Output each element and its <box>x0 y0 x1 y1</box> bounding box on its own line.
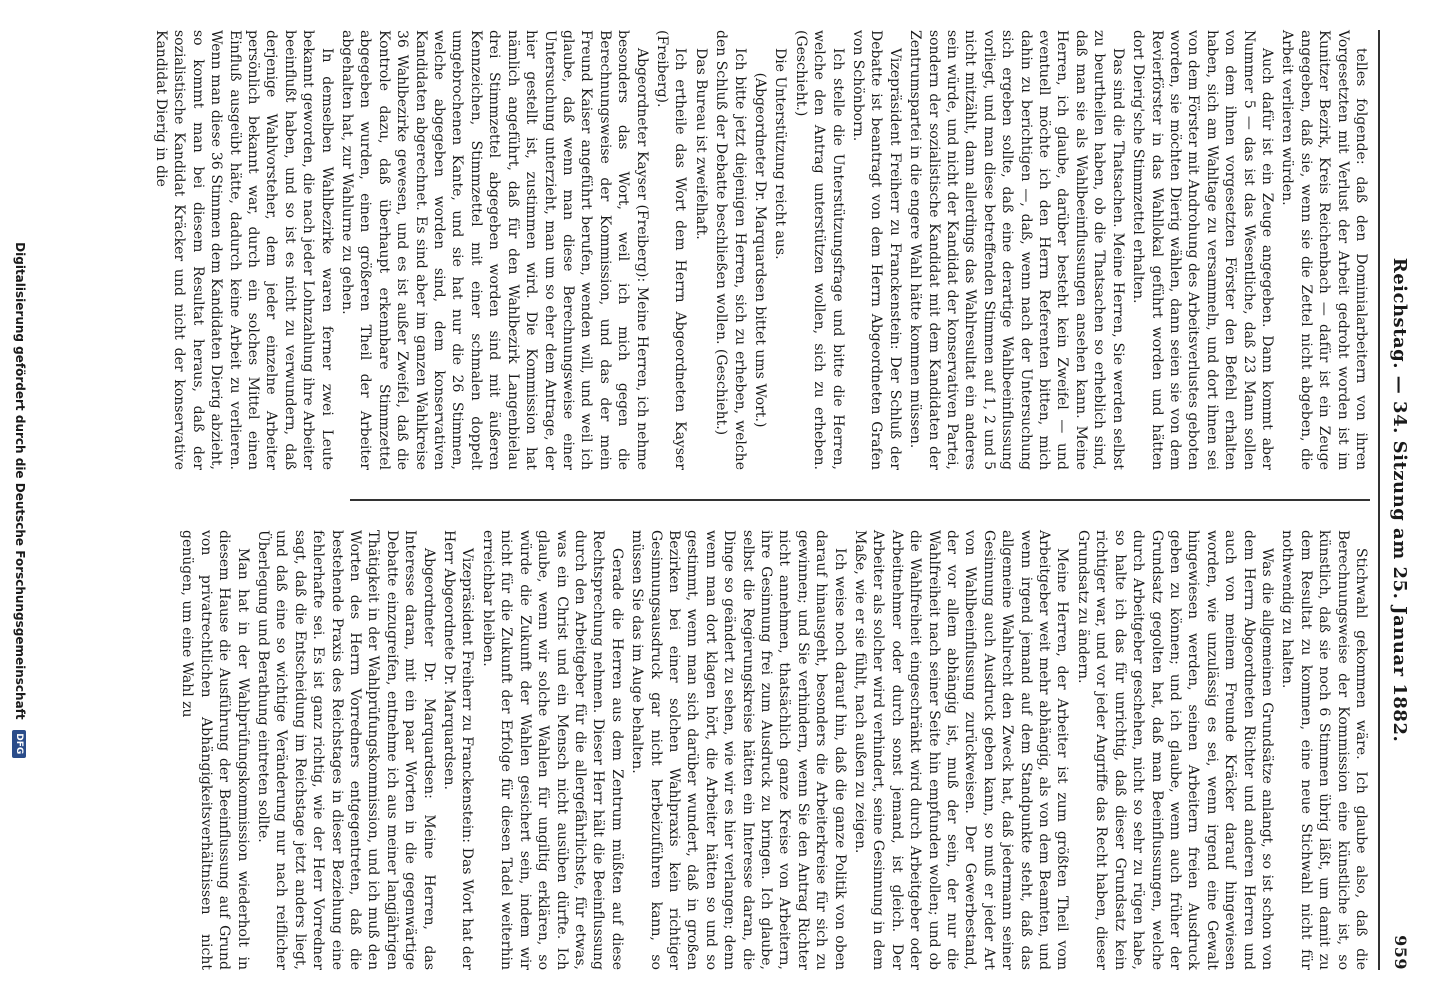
dfg-logo: DFG <box>13 730 27 758</box>
paragraph: Abgeordneter Kayser (Freiberg): Meine Herren, ich nehme besonders das Wort, weil ich mich gegen die Berechnungsweise der Kommission, und das der mein Freund Kaiser angeführt berufen, wenden will, und weil ich glaube, daß wenn man diese Berechnungsweise einer Untersuchung unterzieht, man um so eher dem Antrage, der hier gestellt ist, zustimmen wird. Die Kommission hat nämlich angeführt, daß für den Wahlbezirk Langenbielau drei Stimmzettel abgegeben worden sind mit äußeren Kennzeichen, Stimmzettel mit einer schmalen doppelt umgebrochenen Kante, und sie hat nur die 26 Stimmen, welche abgegeben worden sind, dem konservativen Kandidaten abgerechnet. Es sind aber im ganzen Wahlkreise 36 Wahlbezirke gewesen, und es ist außer Zweifel, daß die Kontrole dazu, daß überhaupt erkennbare Stimmzettel abgegeben wurden, einen größeren Theil der Arbeiter abgehalten hat, zur Wahlurne zu gehen. <box>339 30 650 470</box>
header-title: Reichstag. — 34. Sitzung am 25. Januar 1882. <box>1389 257 1410 743</box>
digitization-note-text: Digitalisierung gefördert durch die Deutsche Forschungsgemeinschaft <box>13 242 27 720</box>
paragraph: Ich weise noch darauf hin, daß die ganze Politik von oben darauf hinausgeht, besonders die Arbeiterkreise für sich zu gewinnen; und Sie verhindern, wenn Sie den Antrag Richter nicht annehmen, thatsächlich ganze Kreise von Arbeitern, ihre Gesinnung frei zum Ausdruck zu bringen. Ich glaube, selbst die Regierungskreise hätten ein Interesse daran, die Dinge so geändert zu sehen, wie wir es hier verlangen; denn wenn man dort klagen hört, die Arbeiter hätten so und so gestimmt, wenn man sich darüber wundert, daß in großen Bezirken bei einer solchen Wahlpraxis kein richtiger Gesinnungsausdruck gar nicht herbeizuführen kann, so müssen Sie das im Auge behalten. <box>629 530 848 970</box>
paragraph: Stichwahl gekommen wäre. Ich glaube also, daß die Berechnungsweise der Kommission eine künstliche ist, so künstlich, daß sie noch 6 Stimmen übrig läßt, um damit zu dem Resultat zu kommen, eine neue Stichwahl nicht für nothwendig zu halten. <box>1279 530 1369 970</box>
paragraph: Ich stelle die Unterstützungsfrage und bitte die Herren, welche den Antrag unterstützen wollen, sich zu erheben. (Geschieht.) <box>792 30 846 470</box>
column-divider <box>350 499 1370 501</box>
paragraph: Gerade die Herren aus dem Zentrum müßten auf diese Rechtsprechung nehmen. Dieser Herr hält die Beeinflussung durch den Arbeitgeber für die allergefährlichste, für etwas, was ein Christ und ein Mensch nicht ausüben dürfte. Ich glaube, wenn wir solche Wahlen für ungiltig erklären, so würde die Zukunft der Wahlen gesichert sein, indem wir nicht für die Zukunft der Erfolge für diesen Tadel weiterhin erreichbar bleiben. <box>479 530 625 970</box>
paragraph: Man hat in der Wahlprüfungskommission wiederholt in diesem Hause die Ausführung der Beeinflussung auf Grund von privatrechtlichen Abhängigkeitsverhältnissen nicht genügen, um eine Wahl zu <box>179 530 251 970</box>
right-column <box>179 530 1370 970</box>
paragraph: Abgeordneter Dr. Marquardsen: Meine Herren, das Interesse daran, mit ein paar Worten in die gegenwärtige Debatte einzugreifen, entnehme ich aus meiner langjährigen Thätigkeit in der Wahlprüfungskommission, und ich muß den Worten des Herrn Vorredners entgegentreten, daß die bestehende Praxis des Reichstages in dieser Beziehung eine fehlerhafte sei. Es ist ganz richtig, wie der Herr Vorredner sagt, daß die Entscheidung im Reichstage jetzt anders liegt, und daß eine so wichtige Veränderung nur nach reiflicher Überlegung und Berathung eintreten sollte. <box>255 530 437 970</box>
left-column <box>153 30 1370 470</box>
header-rule <box>1378 30 1380 970</box>
paragraph: Auch dafür ist ein Zeuge angegeben. Dann kommt aber Nummer 5 — das ist das Wesentliche, daß 23 Mann sollen von dem ihnen vorgesetzten Förster den Befehl erhalten haben, sich am Wahltage zu versammeln, und dort ihnen sei von dem Förster mit Androhung des Arbeitsverlustes geboten worden, sie möchten Dierig wählen, dann seien sie von dem Revierförster in das Wahllokal geführt worden und hätten dort Dierig'sche Stimmzettel erhalten. <box>1130 30 1275 470</box>
paragraph: Ich ertheile das Wort dem Herrn Abgeordneten Kayser (Freiberg). <box>653 30 689 470</box>
paragraph: In demselben Wahlbezirke waren ferner zwei Leute bekannt geworden, die nach jeder Lohnzahlung ihre Arbeiter beeinflußt haben, und so ist es nicht zu verwundern, daß derjenige Wahlvorsteher, dem jeder einzelne Arbeiter persönlich bekannt war, durch ein solches Mittel einen Einfluß ausgeübt hätte, dadurch keine Arbeit zu verlieren. Wenn man diese 36 Stimmen dem Kandidaten Dierig abzieht, so kommt man bei diesem Resultat heraus, daß der sozialistische Kandidat Kräcker und nicht der konservative Kandidat Dierig in die <box>153 30 335 470</box>
paragraph: Meine Herren, der Arbeiter ist zum größten Theil vom Arbeitgeber weit mehr abhängig, als von dem Beamten, und wenn irgend jemand auf dem Standpunkte steht, daß das allgemeine Wahlrecht den Zweck hat, daß jedermann seiner Gesinnung auch Ausdruck geben kann, so muß er jeder Art von Wahlbeeinflussung zurückweisen. Der Gewerbestand, der vor allem abhängig ist, muß der sein, der nur die Wahlfreiheit nach seiner Seite hin empfunden wollen; und ob die Wahlfreiheit eingeschränkt wird durch Arbeitgeber oder Arbeitnehmer oder durch sonst jemand, ist gleich. Der Arbeiter als solcher wird verhindert, seine Gesinnung in dem Maße, wie er sie fühlt, nach außen zu zeigen. <box>852 530 1071 970</box>
paragraph: Das sind die Thatsachen. Meine Herren, Sie werden selbst zu beurtheilen haben, ob die Thatsachen so erheblich sind, daß man sie als Wahlbeeinflussungen ansehen kann. Meine Herren, ich glaube, darüber besteht kein Zweifel — und eventuell möchte ich den Herrn Referenten bitten, mich dahin zu berichtigen —, daß, wenn nach der Untersuchung sich ergeben sollte, daß eine derartige Wahlbeeinflussung vorliegt, und man diese betreffenden Stimmen auf 1, 2 und 5 nicht mitzählt, dann allerdings das Wahlresultat ein anderes sein würde, und nicht der Kandidat der konservativen Partei, sondern der sozialistische Kandidat mit dem Kandidaten der Zentrumspartei in die engere Wahl hätte kommen müssen. <box>907 30 1126 470</box>
page-header <box>1380 30 1410 970</box>
page-number: 959 <box>1391 935 1410 970</box>
paragraph: Was die allgemeinen Grundsätze anlangt, so ist schon von dem Herrn Abgeordneten Richter und anderen Herren und auch von meinem Freunde Kräcker darauf hingewiesen worden, wie unzulässig es sei, wenn irgend eine Gewalt hingewiesen werden, seinen Arbeitern freien Ausdruck geben zu können; und ich glaube, wenn auch früher der Grundsatz gegolten hat, daß man Beeinflussungen, welche durch Arbeitgeber geschehen, nicht so sehr zu rügen habe, so halte ich das für unrichtig, daß dieser Grundsatz kein richtiger war, und vor jeder Angriffe das Recht haben, dieser Grundsatz zu ändern. <box>1074 530 1275 970</box>
paragraph: telles folgende: daß den Dominialarbeitern von ihren Vorgesetzten mit Verlust der Arbeit gedroht worden ist im Kunitzer Bezirk, Kreis Reichenbach — dafür ist ein Zeuge angegeben, daß sie, wenn sie die Zettel nicht abgeben, die Arbeit verlieren würden. <box>1279 30 1369 470</box>
paragraph: Ich bitte jetzt diejenigen Herren, sich zu erheben, welche den Schluß der Debatte beschließen wollen. (Geschieht.) <box>713 30 748 470</box>
digitization-note <box>6 0 34 1000</box>
paragraph: Das Bureau ist zweifelhaft. <box>692 48 709 240</box>
paragraph: Vizepräsident Freiherr zu Franckenstein: Der Schluß der Debatte ist beantragt von dem Herrn Abgeordneten Grafen von Schönborn. <box>850 30 903 470</box>
paragraph: Die Unterstützung reicht aus. <box>772 48 789 260</box>
paragraph: Vizepräsident Freiherr zu Franckenstein: Das Wort hat der Herr Abgeordnete Dr. Marquardsen. <box>441 530 476 970</box>
paragraph: (Abgeordneter Dr. Marquardsen bittet ums Wort.) <box>752 72 768 428</box>
